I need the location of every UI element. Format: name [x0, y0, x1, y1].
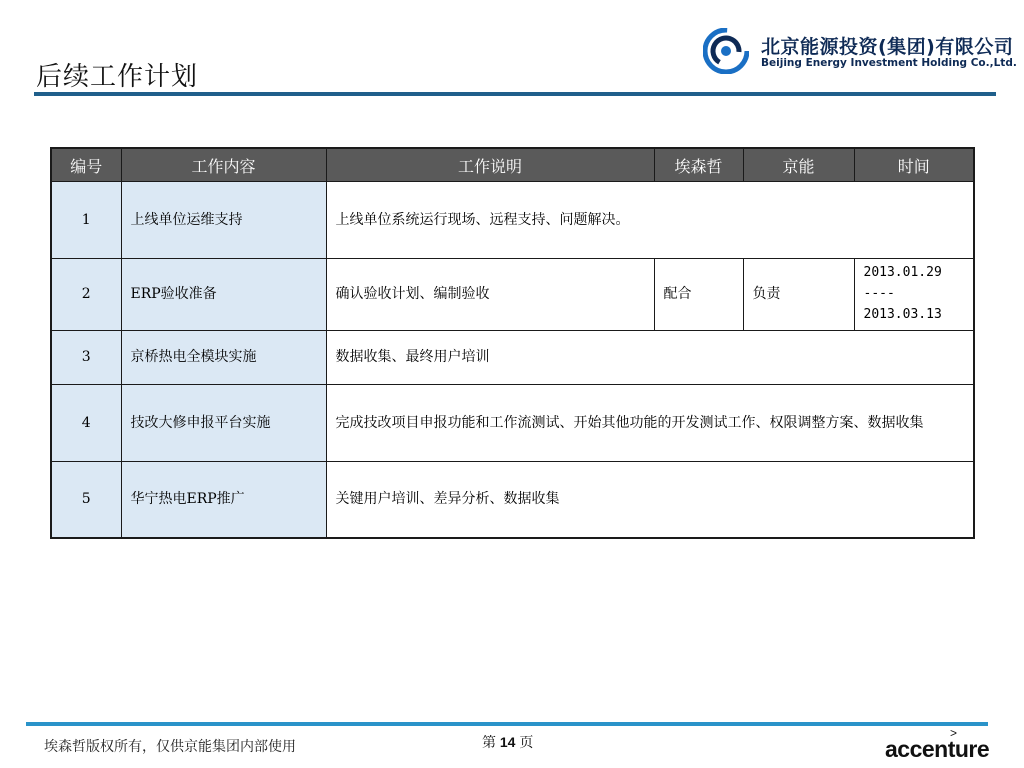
page-number [482, 732, 533, 752]
row-description: 完成技改项目申报功能和工作流测试、开始其他功能的开发测试工作、权限调整方案、数据收集 [326, 385, 974, 462]
footer-copyright: 埃森哲版权所有，仅供京能集团内部使用 [44, 739, 296, 755]
row-description: 数据收集、最终用户培训 [326, 331, 974, 385]
row-description: 关键用户培训、差异分析、数据收集 [326, 462, 974, 539]
row-number: 1 [51, 182, 121, 259]
accenture-mark-icon: > [950, 726, 958, 740]
row-number: 3 [51, 331, 121, 385]
column-header-no: 编号 [51, 148, 121, 182]
title-divider [34, 92, 996, 96]
page-title: 后续工作计划 [36, 62, 199, 92]
table-row [51, 259, 974, 331]
column-header-jingneng: 京能 [743, 148, 854, 182]
row-task: 上线单位运维支持 [121, 182, 326, 259]
column-header-description: 工作说明 [326, 148, 654, 182]
column-header-accenture: 埃森哲 [654, 148, 743, 182]
date-end: 2013.03.13 [863, 306, 942, 322]
column-header-task: 工作内容 [121, 148, 326, 182]
table-row [51, 331, 974, 385]
row-number: 4 [51, 385, 121, 462]
logo-chinese-name: 北京能源投资(集团)有限公司 [761, 36, 1014, 58]
company-logo [703, 28, 1017, 78]
row-task: 华宁热电ERP推广 [121, 462, 326, 539]
row-jingneng-role: 负责 [743, 259, 854, 331]
row-number: 5 [51, 462, 121, 539]
page-suffix: 页 [519, 734, 534, 750]
page-prefix: 第 [482, 734, 496, 750]
column-header-time: 时间 [854, 148, 974, 182]
table-row [51, 385, 974, 462]
row-task: ERP验收准备 [121, 259, 326, 331]
row-description: 确认验收计划、编制验收 [326, 259, 654, 331]
date-start: 2013.01.29 [863, 265, 942, 281]
row-number: 2 [51, 259, 121, 331]
row-description: 上线单位系统运行现场、远程支持、问题解决。 [326, 182, 974, 259]
row-date-range [854, 259, 974, 331]
page-number-value: 14 [499, 734, 516, 750]
work-plan-table [50, 147, 975, 539]
table-row [51, 182, 974, 259]
row-task: 技改大修申报平台实施 [121, 385, 326, 462]
footer-divider [26, 722, 988, 726]
logo-swirl-icon [703, 28, 749, 74]
logo-english-name: Beijing Energy Investment Holding Co.,Ltd. [761, 57, 1017, 69]
date-separator: ---- [863, 286, 895, 302]
table-header-row [51, 148, 974, 182]
row-task: 京桥热电全模块实施 [121, 331, 326, 385]
row-accenture-role: 配合 [654, 259, 743, 331]
table-row [51, 462, 974, 539]
accenture-logo: accenture [885, 736, 990, 762]
